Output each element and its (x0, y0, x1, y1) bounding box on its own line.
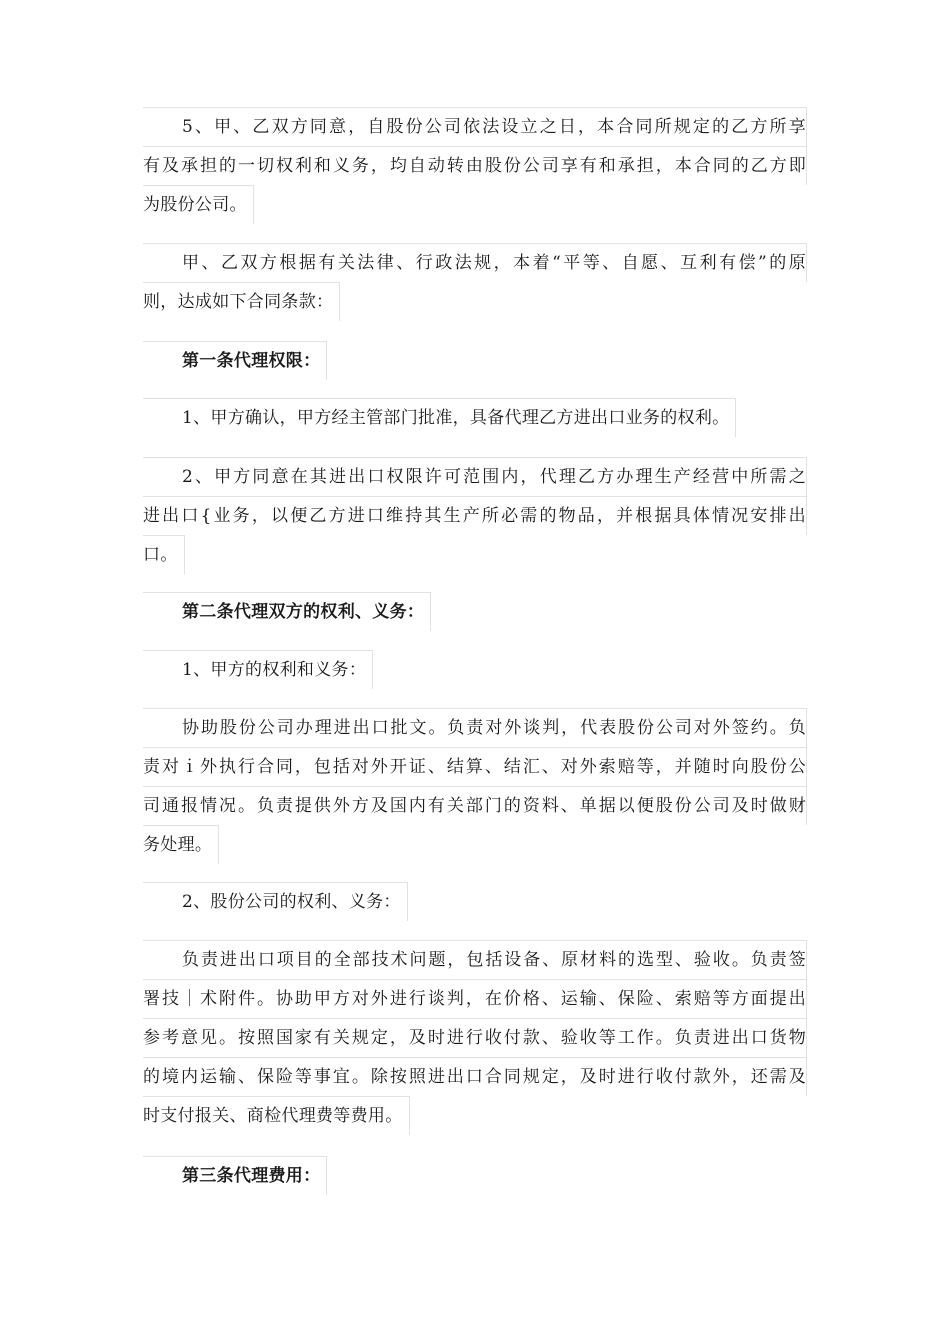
paragraph-2-2-title (143, 882, 811, 921)
paragraph-line: 务处理。 (143, 825, 219, 864)
section-heading-2 (143, 592, 811, 631)
paragraph-line: 司通报情况。负责提供外方及国内有关部门的资料、单据以便股份公司及时做财 (143, 786, 807, 825)
paragraph-line: 1、甲方的权利和义务： (143, 650, 373, 689)
paragraph-1-2 (143, 457, 811, 574)
paragraph-line: 进出口{业务，以便乙方进口维持其生产所必需的物品，并根据具体情况安排出 (143, 496, 807, 535)
paragraph-2-1-body (143, 708, 811, 864)
paragraph-line: 1、甲方确认，甲方经主管部门批准，具备代理乙方进出口业务的权利。 (143, 398, 736, 437)
section-heading-3 (143, 1156, 811, 1195)
section-heading-1 (143, 341, 811, 380)
paragraph-line: 口。 (143, 535, 185, 574)
paragraph-line: 责对ｉ外执行合同，包括对外开证、结算、结汇、对外索赔等，并随时向股份公 (143, 747, 807, 786)
paragraph-line: 参考意见。按照国家有关规定，及时进行收付款、验收等工作。负责进出口货物 (143, 1018, 807, 1057)
paragraph-preamble (143, 243, 811, 321)
paragraph-2-2-body (143, 940, 811, 1135)
paragraph-line: 5、甲、乙双方同意，自股份公司依法设立之日，本合同所规定的乙方所享 (143, 107, 807, 146)
paragraph-line: 时支付报关、商检代理费等费用。 (143, 1096, 410, 1135)
paragraph-2-1-title (143, 650, 811, 689)
heading-text: 第三条代理费用： (143, 1156, 327, 1195)
paragraph-line: 2、甲方同意在其进出口权限许可范围内，代理乙方办理生产经营中所需之 (143, 457, 807, 496)
heading-text: 第一条代理权限： (143, 341, 327, 380)
paragraph-line: 协助股份公司办理进出口批文。负责对外谈判，代表股份公司对外签约。负 (143, 708, 807, 747)
heading-text: 第二条代理双方的权利、义务： (143, 592, 431, 631)
paragraph-clause-5 (143, 107, 811, 224)
paragraph-line: 的境内运输、保险等事宜。除按照进出口合同规定，及时进行收付款外，还需及 (143, 1057, 807, 1096)
paragraph-line: 为股份公司。 (143, 185, 254, 224)
paragraph-line: 甲、乙双方根据有关法律、行政法规，本着“平等、自愿、互利有偿”的原 (143, 243, 807, 282)
paragraph-line: 2、股份公司的权利、义务： (143, 882, 408, 921)
paragraph-line: 负责进出口项目的全部技术问题，包括设备、原材料的选型、验收。负责签 (143, 940, 807, 979)
paragraph-1-1 (143, 398, 811, 437)
paragraph-line: 有及承担的一切权利和义务，均自动转由股份公司享有和承担，本合同的乙方即 (143, 146, 807, 185)
paragraph-line: 署技｜术附件。协助甲方对外进行谈判，在价格、运输、保险、索赔等方面提出 (143, 979, 807, 1018)
paragraph-line: 则，达成如下合同条款： (143, 282, 340, 321)
